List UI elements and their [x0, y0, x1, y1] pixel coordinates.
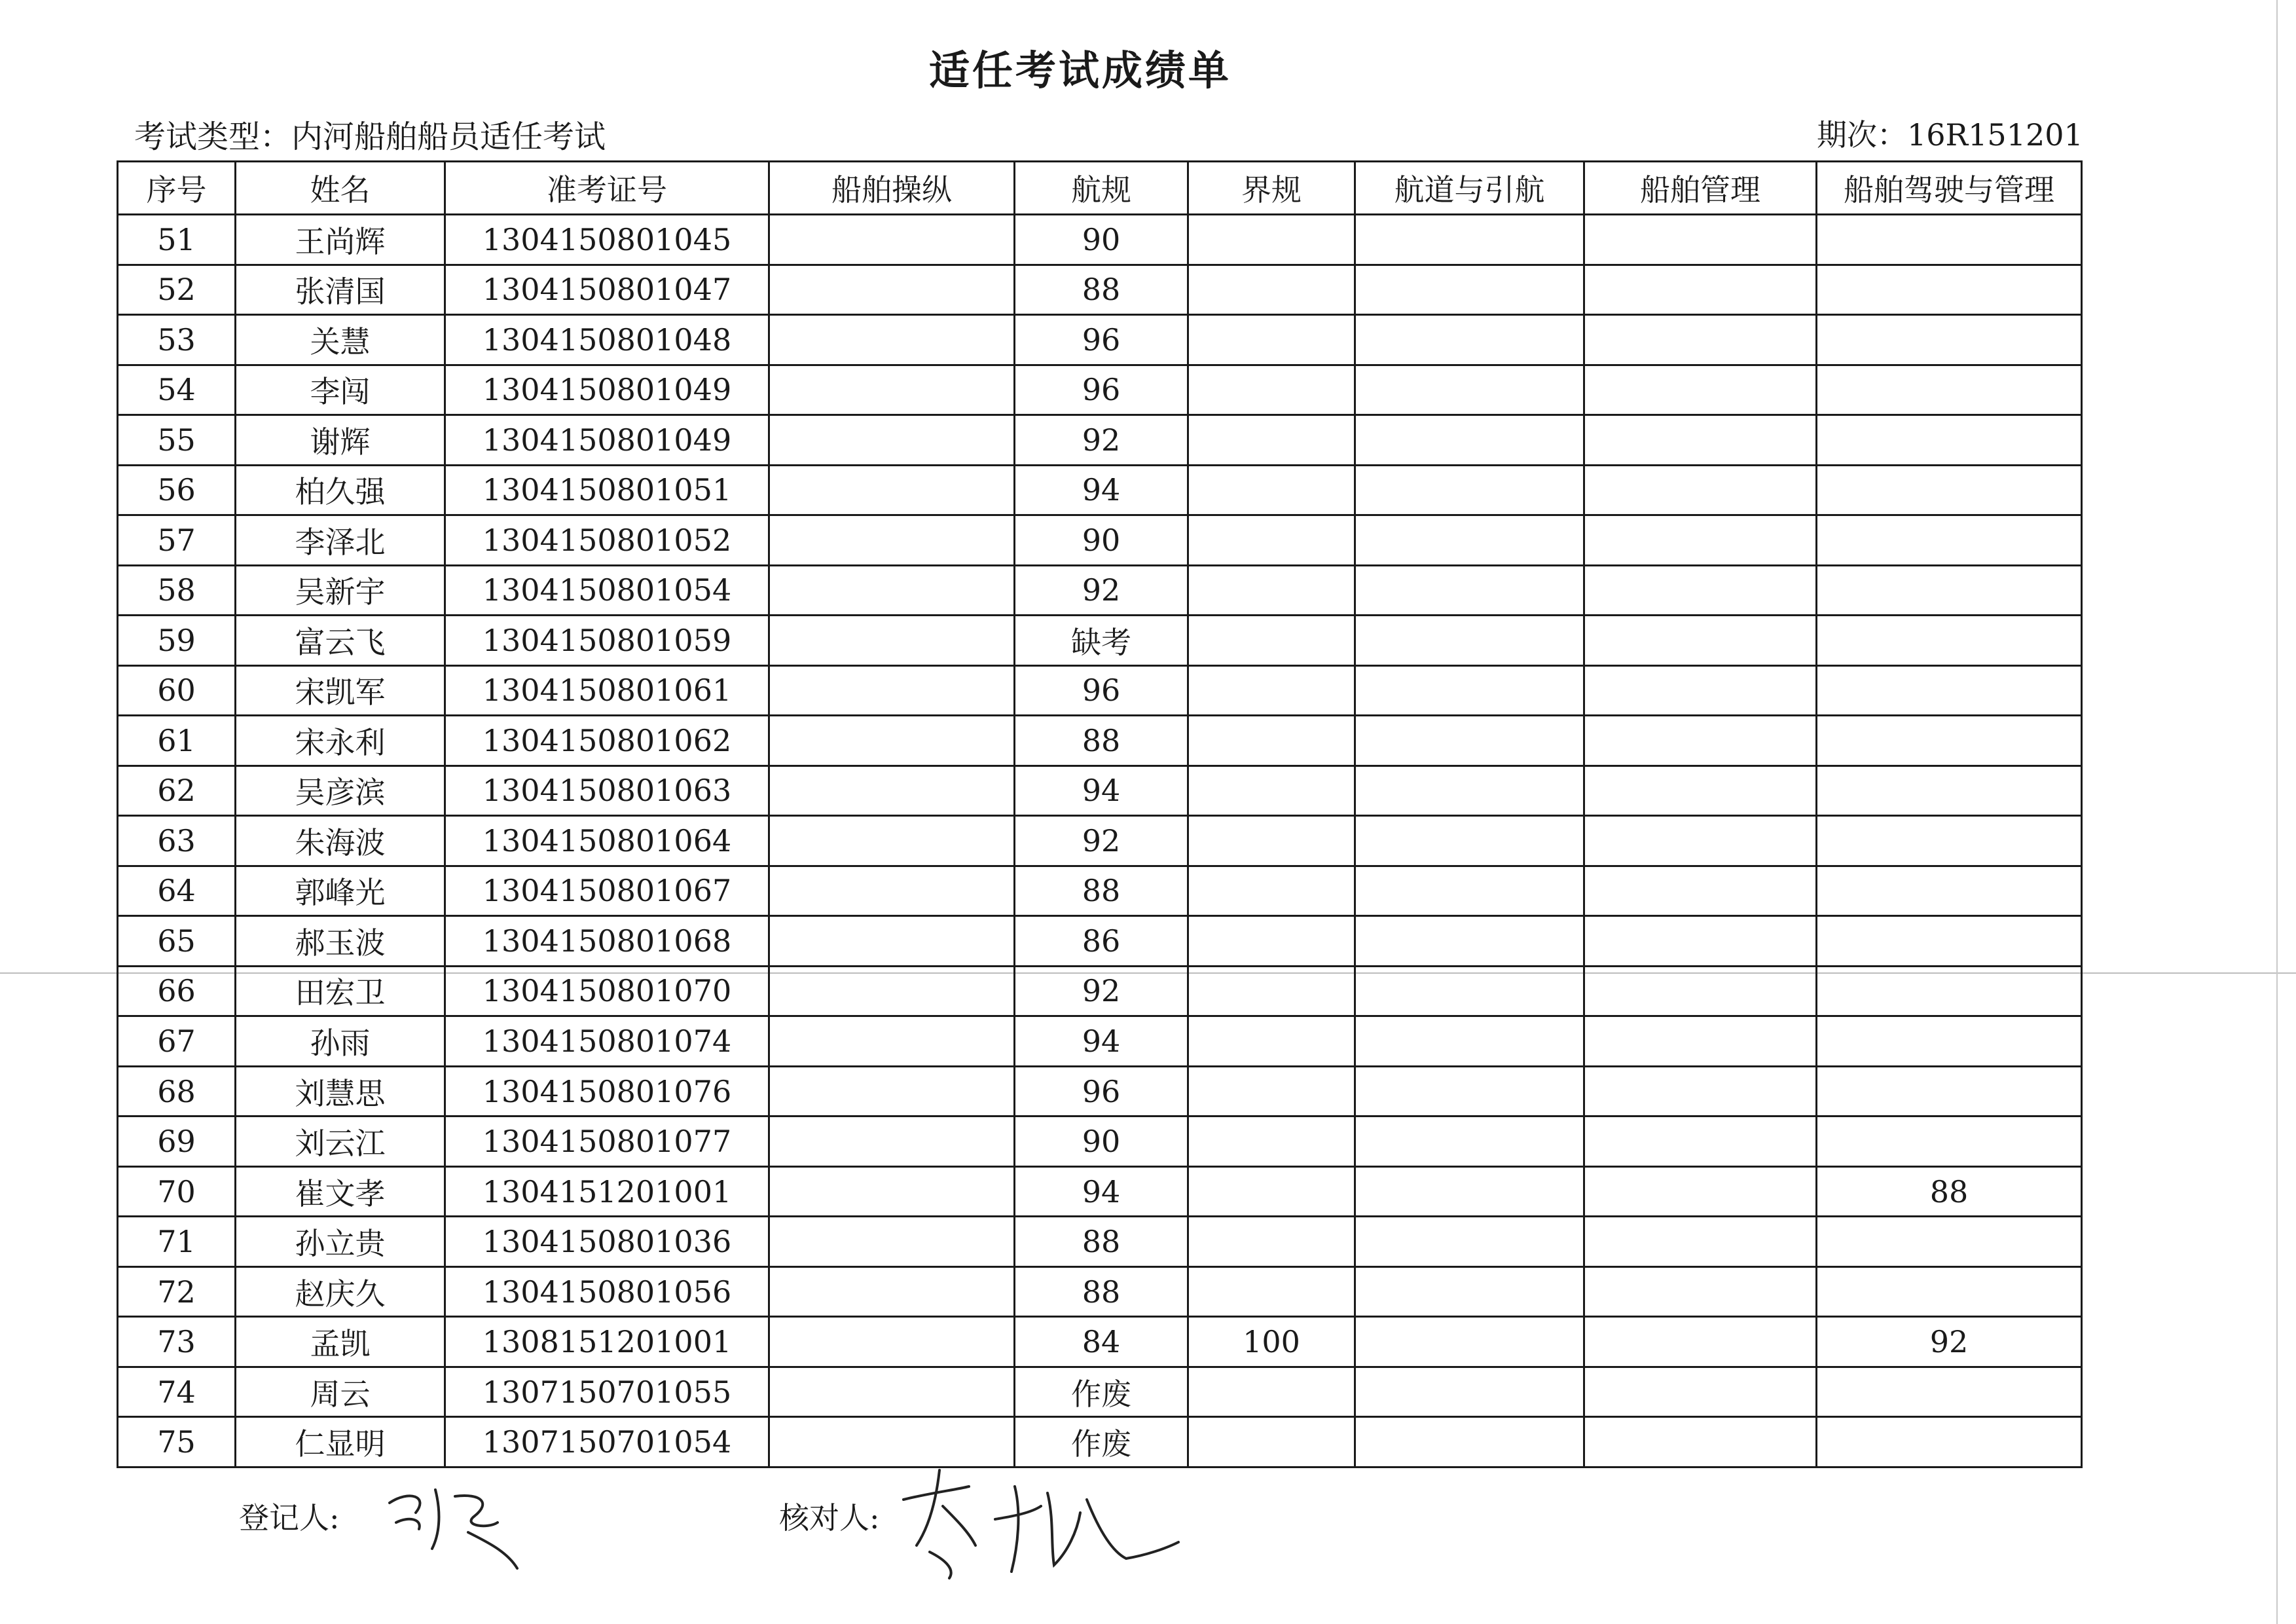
column-header: 序号 — [118, 162, 236, 215]
table-cell — [1355, 966, 1584, 1016]
column-header: 界规 — [1188, 162, 1355, 215]
table-row — [118, 766, 2082, 816]
table-cell: 92 — [1015, 966, 1188, 1016]
table-cell — [1817, 816, 2082, 866]
table-cell: 70 — [118, 1166, 236, 1217]
table-cell: 94 — [1015, 766, 1188, 816]
table-cell: 88 — [1015, 866, 1188, 916]
table-cell — [1188, 215, 1355, 265]
table-cell — [1188, 1417, 1355, 1467]
table-cell: 关慧 — [236, 315, 445, 365]
table-cell: 1304150801064 — [445, 816, 769, 866]
table-cell: 56 — [118, 465, 236, 515]
table-cell — [1188, 415, 1355, 466]
table-cell — [1817, 515, 2082, 566]
table-cell: 朱海波 — [236, 816, 445, 866]
table-cell: 1304150801054 — [445, 565, 769, 616]
table-header-row — [118, 162, 2082, 215]
session-line — [1817, 111, 2083, 155]
table-cell — [1584, 1116, 1817, 1167]
table-cell — [769, 916, 1015, 967]
table-row — [118, 1367, 2082, 1417]
table-cell — [769, 515, 1015, 566]
table-cell: 1304150801049 — [445, 365, 769, 415]
table-cell: 1304150801047 — [445, 265, 769, 315]
table-cell: 73 — [118, 1317, 236, 1367]
table-cell: 74 — [118, 1367, 236, 1417]
table-cell — [1355, 215, 1584, 265]
table-cell — [1584, 665, 1817, 716]
table-cell — [1188, 866, 1355, 916]
table-cell: 53 — [118, 315, 236, 365]
table-cell — [1188, 365, 1355, 415]
table-cell — [1188, 916, 1355, 967]
table-cell: 宋永利 — [236, 716, 445, 766]
table-row — [118, 1417, 2082, 1467]
score-table — [117, 160, 2083, 1468]
table-cell — [1584, 515, 1817, 566]
table-cell: 1304150801062 — [445, 716, 769, 766]
table-cell: 柏久强 — [236, 465, 445, 515]
table-cell: 88 — [1015, 1266, 1188, 1317]
table-row — [118, 716, 2082, 766]
table-cell — [1817, 365, 2082, 415]
table-cell — [769, 1066, 1015, 1116]
table-cell — [1188, 565, 1355, 616]
table-cell — [1355, 515, 1584, 566]
table-cell: 崔文孝 — [236, 1166, 445, 1217]
table-cell — [1817, 616, 2082, 666]
table-row — [118, 315, 2082, 365]
table-cell — [1584, 1417, 1817, 1467]
registrar-label: 登记人: — [239, 1500, 340, 1536]
exam-type-label: 考试类型： — [134, 119, 292, 155]
exam-type-line — [134, 111, 606, 157]
table-cell — [769, 1367, 1015, 1417]
table-cell: 1304150801048 — [445, 315, 769, 365]
table-cell: 72 — [118, 1266, 236, 1317]
table-cell: 90 — [1015, 515, 1188, 566]
table-cell — [769, 966, 1015, 1016]
table-cell — [1188, 766, 1355, 816]
table-cell: 刘云江 — [236, 1116, 445, 1167]
table-cell: 1304150801068 — [445, 916, 769, 967]
table-cell — [1355, 1317, 1584, 1367]
table-cell — [1817, 1417, 2082, 1467]
table-row — [118, 565, 2082, 616]
table-cell — [1584, 1367, 1817, 1417]
table-cell — [1817, 565, 2082, 616]
column-header: 船舶操纵 — [769, 162, 1015, 215]
column-header: 准考证号 — [445, 162, 769, 215]
table-cell — [1188, 1367, 1355, 1417]
table-cell — [1584, 1166, 1817, 1217]
table-cell: 缺考 — [1015, 616, 1188, 666]
table-cell — [1817, 215, 2082, 265]
table-cell — [769, 1217, 1015, 1267]
table-cell — [1817, 1016, 2082, 1067]
table-cell: 58 — [118, 565, 236, 616]
table-cell: 仁显明 — [236, 1417, 445, 1467]
table-cell: 宋凯军 — [236, 665, 445, 716]
table-cell: 1307150701055 — [445, 1367, 769, 1417]
table-row — [118, 616, 2082, 666]
table-cell — [1355, 365, 1584, 415]
table-cell — [1355, 415, 1584, 466]
table-cell — [1355, 665, 1584, 716]
table-cell — [1188, 1166, 1355, 1217]
table-row — [118, 215, 2082, 265]
table-cell: 66 — [118, 966, 236, 1016]
table-cell: 96 — [1015, 315, 1188, 365]
table-cell — [1584, 465, 1817, 515]
table-cell — [1355, 465, 1584, 515]
table-cell: 54 — [118, 365, 236, 415]
table-cell: 1304150801063 — [445, 766, 769, 816]
table-cell: 王尚辉 — [236, 215, 445, 265]
table-row — [118, 515, 2082, 566]
table-cell — [1188, 1217, 1355, 1267]
table-row — [118, 265, 2082, 315]
table-cell — [1584, 215, 1817, 265]
table-cell — [1584, 1317, 1817, 1367]
table-cell: 周云 — [236, 1367, 445, 1417]
table-cell — [1355, 866, 1584, 916]
table-cell — [1584, 816, 1817, 866]
table-cell — [1355, 616, 1584, 666]
column-header: 航道与引航 — [1355, 162, 1584, 215]
table-cell: 谢辉 — [236, 415, 445, 466]
table-cell: 1304150801059 — [445, 616, 769, 666]
table-cell: 100 — [1188, 1317, 1355, 1367]
table-cell: 1304150801052 — [445, 515, 769, 566]
table-row — [118, 916, 2082, 967]
table-cell — [1817, 1217, 2082, 1267]
table-cell — [1817, 866, 2082, 916]
table-cell — [769, 365, 1015, 415]
table-cell: 92 — [1817, 1317, 2082, 1367]
table-cell — [1188, 1016, 1355, 1067]
table-cell — [1355, 265, 1584, 315]
table-cell — [1817, 1367, 2082, 1417]
table-cell: 刘慧思 — [236, 1066, 445, 1116]
table-cell — [769, 415, 1015, 466]
table-cell — [1355, 1166, 1584, 1217]
table-cell: 92 — [1015, 565, 1188, 616]
table-cell: 92 — [1015, 415, 1188, 466]
table-cell — [1188, 966, 1355, 1016]
table-cell: 88 — [1015, 265, 1188, 315]
table-cell — [1188, 515, 1355, 566]
table-cell: 94 — [1015, 465, 1188, 515]
table-cell: 55 — [118, 415, 236, 466]
table-cell: 90 — [1015, 215, 1188, 265]
table-cell: 65 — [118, 916, 236, 967]
table-row — [118, 1016, 2082, 1067]
checker-label: 核对人: — [779, 1500, 880, 1536]
table-cell: 吴新宇 — [236, 565, 445, 616]
session-value: 16R151201 — [1907, 117, 2083, 153]
table-cell: 作废 — [1015, 1417, 1188, 1467]
table-cell — [1584, 315, 1817, 365]
table-cell — [769, 816, 1015, 866]
table-row — [118, 365, 2082, 415]
table-row — [118, 1116, 2082, 1167]
table-cell — [769, 1266, 1015, 1317]
table-cell — [1817, 1266, 2082, 1317]
table-cell — [1584, 365, 1817, 415]
table-cell: 68 — [118, 1066, 236, 1116]
table-cell: 富云飞 — [236, 616, 445, 666]
checker-signature — [890, 1460, 1185, 1585]
table-cell — [769, 565, 1015, 616]
session-label: 期次： — [1817, 117, 1907, 153]
table-cell — [769, 315, 1015, 365]
table-cell: 96 — [1015, 365, 1188, 415]
table-cell — [769, 265, 1015, 315]
table-cell — [1355, 1016, 1584, 1067]
table-cell: 52 — [118, 265, 236, 315]
table-cell — [1817, 665, 2082, 716]
table-cell: 94 — [1015, 1016, 1188, 1067]
table-cell — [769, 1166, 1015, 1217]
table-row — [118, 465, 2082, 515]
table-cell — [1817, 1116, 2082, 1167]
table-cell — [769, 766, 1015, 816]
table-row — [118, 966, 2082, 1016]
table-cell — [1584, 966, 1817, 1016]
table-cell: 1304150801036 — [445, 1217, 769, 1267]
table-cell — [1817, 716, 2082, 766]
table-cell — [1355, 565, 1584, 616]
table-cell: 75 — [118, 1417, 236, 1467]
table-cell — [769, 665, 1015, 716]
table-cell: 67 — [118, 1016, 236, 1067]
table-cell: 张清国 — [236, 265, 445, 315]
table-cell: 86 — [1015, 916, 1188, 967]
table-cell: 69 — [118, 1116, 236, 1167]
table-row — [118, 1266, 2082, 1317]
table-cell — [769, 465, 1015, 515]
table-cell — [1355, 1417, 1584, 1467]
table-row — [118, 1317, 2082, 1367]
table-cell: 51 — [118, 215, 236, 265]
table-cell: 孙立贵 — [236, 1217, 445, 1267]
table-cell — [1188, 616, 1355, 666]
table-cell — [1355, 315, 1584, 365]
table-cell — [1188, 716, 1355, 766]
table-cell: 李闯 — [236, 365, 445, 415]
table-cell: 88 — [1015, 1217, 1188, 1267]
table-cell: 88 — [1817, 1166, 2082, 1217]
table-cell — [1584, 866, 1817, 916]
table-cell: 96 — [1015, 665, 1188, 716]
table-cell: 孙雨 — [236, 1016, 445, 1067]
table-cell — [1584, 415, 1817, 466]
table-cell — [769, 1116, 1015, 1167]
column-header: 姓名 — [236, 162, 445, 215]
table-cell: 赵庆久 — [236, 1266, 445, 1317]
table-cell: 郭峰光 — [236, 866, 445, 916]
table-row — [118, 415, 2082, 466]
table-row — [118, 1217, 2082, 1267]
table-cell — [1584, 1016, 1817, 1067]
table-cell — [1188, 816, 1355, 866]
table-cell — [769, 1417, 1015, 1467]
table-row — [118, 1166, 2082, 1217]
table-cell: 63 — [118, 816, 236, 866]
table-cell: 郝玉波 — [236, 916, 445, 967]
table-cell: 62 — [118, 766, 236, 816]
table-cell — [1817, 265, 2082, 315]
table-cell — [1584, 265, 1817, 315]
table-cell — [1817, 1066, 2082, 1116]
exam-type-value: 内河船舶船员适任考试 — [291, 119, 606, 155]
table-cell: 李泽北 — [236, 515, 445, 566]
table-body — [118, 215, 2082, 1467]
table-cell: 57 — [118, 515, 236, 566]
table-cell: 61 — [118, 716, 236, 766]
table-cell — [1584, 716, 1817, 766]
table-cell — [1188, 1066, 1355, 1116]
table-cell: 1304150801070 — [445, 966, 769, 1016]
table-cell — [1584, 616, 1817, 666]
table-cell — [1355, 816, 1584, 866]
table-row — [118, 1066, 2082, 1116]
table-cell: 1304150801074 — [445, 1016, 769, 1067]
table-cell — [769, 716, 1015, 766]
column-header: 航规 — [1015, 162, 1188, 215]
table-cell: 64 — [118, 866, 236, 916]
table-cell — [1355, 1116, 1584, 1167]
table-cell — [1584, 1217, 1817, 1267]
table-cell: 92 — [1015, 816, 1188, 866]
table-cell: 59 — [118, 616, 236, 666]
table-cell: 1304150801077 — [445, 1116, 769, 1167]
table-cell — [1817, 465, 2082, 515]
table-cell — [769, 215, 1015, 265]
table-cell: 1304150801067 — [445, 866, 769, 916]
table-cell: 1308151201001 — [445, 1317, 769, 1367]
table-cell — [1188, 1116, 1355, 1167]
table-cell: 1304150801049 — [445, 415, 769, 466]
table-cell: 田宏卫 — [236, 966, 445, 1016]
table-cell — [1355, 1367, 1584, 1417]
table-cell: 1304150801056 — [445, 1266, 769, 1317]
table-cell — [1355, 1066, 1584, 1116]
table-cell — [769, 1016, 1015, 1067]
table-cell — [1188, 665, 1355, 716]
table-cell — [769, 1317, 1015, 1367]
table-cell — [1355, 716, 1584, 766]
table-cell: 1304151201001 — [445, 1166, 769, 1217]
table-cell — [1355, 766, 1584, 816]
table-cell — [1584, 565, 1817, 616]
table-cell — [1584, 916, 1817, 967]
column-header: 船舶管理 — [1584, 162, 1817, 215]
table-cell — [1817, 766, 2082, 816]
table-cell: 60 — [118, 665, 236, 716]
table-cell: 1304150801076 — [445, 1066, 769, 1116]
table-row — [118, 866, 2082, 916]
table-cell: 84 — [1015, 1317, 1188, 1367]
table-cell: 96 — [1015, 1066, 1188, 1116]
table-cell: 1304150801045 — [445, 215, 769, 265]
table-row — [118, 665, 2082, 716]
table-cell — [1584, 766, 1817, 816]
table-cell: 1307150701054 — [445, 1417, 769, 1467]
table-cell: 71 — [118, 1217, 236, 1267]
table-cell — [1817, 966, 2082, 1016]
table-cell: 作废 — [1015, 1367, 1188, 1417]
table-cell — [1188, 465, 1355, 515]
table-cell — [769, 866, 1015, 916]
table-cell: 94 — [1015, 1166, 1188, 1217]
table-cell — [1817, 415, 2082, 466]
table-cell: 90 — [1015, 1116, 1188, 1167]
table-row — [118, 816, 2082, 866]
table-cell — [1188, 265, 1355, 315]
table-cell — [1355, 1217, 1584, 1267]
table-cell — [1188, 315, 1355, 365]
table-cell — [1584, 1066, 1817, 1116]
table-cell — [1188, 1266, 1355, 1317]
table-cell: 吴彦滨 — [236, 766, 445, 816]
document-title: 适任考试成绩单 — [928, 46, 1231, 94]
table-cell: 1304150801051 — [445, 465, 769, 515]
table-cell — [1355, 1266, 1584, 1317]
table-cell — [1817, 315, 2082, 365]
registrar-signature — [383, 1477, 534, 1575]
table-cell — [1817, 916, 2082, 967]
table-cell: 孟凯 — [236, 1317, 445, 1367]
table-cell — [769, 616, 1015, 666]
table-cell: 1304150801061 — [445, 665, 769, 716]
table-cell — [1355, 916, 1584, 967]
column-header: 船舶驾驶与管理 — [1817, 162, 2082, 215]
table-cell: 88 — [1015, 716, 1188, 766]
table-cell — [1584, 1266, 1817, 1317]
